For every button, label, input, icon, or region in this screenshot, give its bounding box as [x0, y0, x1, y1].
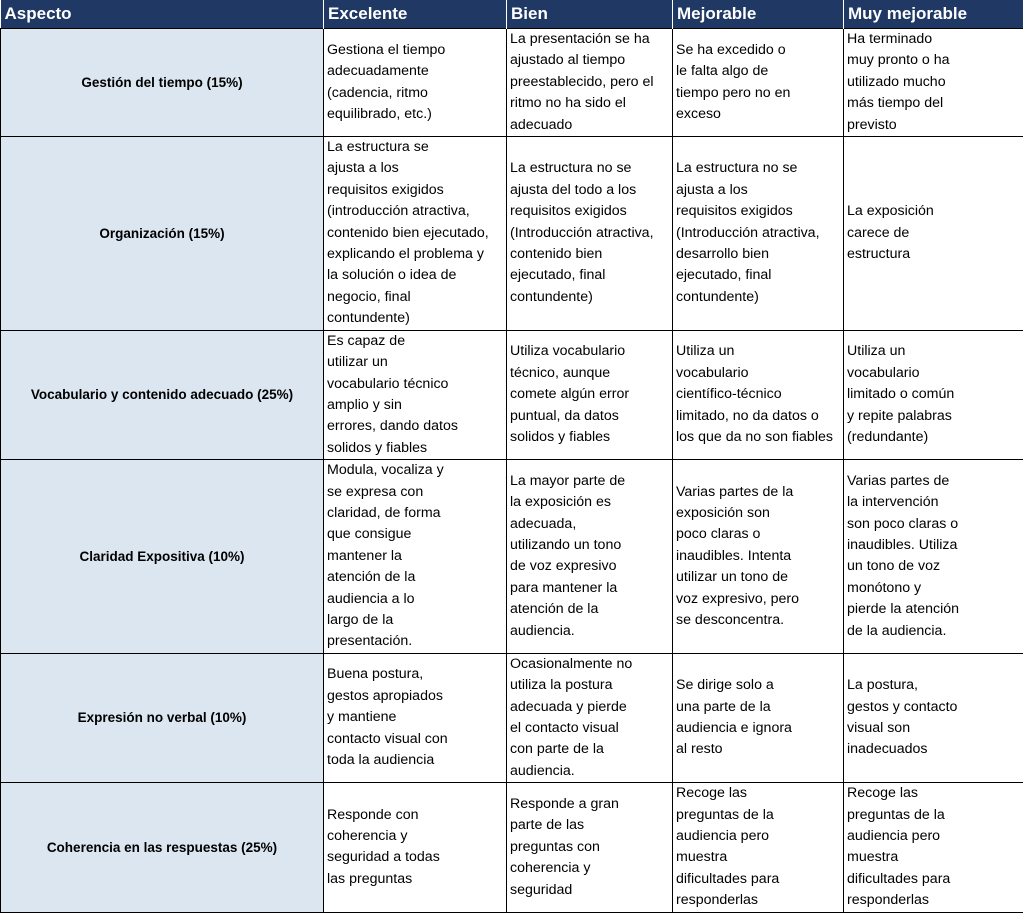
header-row [1, 0, 1023, 29]
table-row [1, 330, 1023, 459]
cell-bien: Utiliza vocabulario técnico, aunque comete algún error puntual, da datos solidos y fiables [507, 330, 673, 459]
header-aspecto: Aspecto [1, 0, 324, 29]
cell-bien: La estructura no se ajusta del todo a los requisitos exigidos (Introducción atractiva, contenido bien ejecutado, final contundente) [507, 137, 673, 331]
cell-bien: La mayor parte de la exposición es adecuada, utilizando un tono de voz expresivo para mantener la atención de la audiencia. [507, 460, 673, 654]
table-row [1, 137, 1023, 331]
cell-bien: Ocasionalmente no utiliza la postura adecuada y pierde el contacto visual con parte de la audiencia. [507, 653, 673, 782]
cell-bien: La presentación se ha ajustado al tiempo preestablecido, pero el ritmo no ha sido el adecuado [507, 29, 673, 137]
aspect-label: Gestión del tiempo (15%) [1, 29, 324, 137]
cell-excelente: Es capaz de utilizar un vocabulario técnico amplio y sin errores, dando datos solidos y fiables [324, 330, 507, 459]
cell-muy-mejorable: La exposición carece de estructura [844, 137, 1023, 331]
cell-bien: Responde a gran parte de las preguntas con coherencia y seguridad [507, 783, 673, 912]
cell-excelente: Gestiona el tiempo adecuadamente (cadencia, ritmo equilibrado, etc.) [324, 29, 507, 137]
cell-mejorable: Utiliza un vocabulario científico-técnico limitado, no da datos o los que da no son fiables [673, 330, 844, 459]
cell-muy-mejorable: La postura, gestos y contacto visual son inadecuados [844, 653, 1023, 782]
cell-excelente: Buena postura, gestos apropiados y mantiene contacto visual con toda la audiencia [324, 653, 507, 782]
cell-excelente: La estructura se ajusta a los requisitos exigidos (introducción atractiva, contenido bien ejecutado, explicando el problema y la solución o idea de negocio, final contundente) [324, 137, 507, 331]
table-row [1, 460, 1023, 654]
cell-mejorable: Se ha excedido o le falta algo de tiempo pero no en exceso [673, 29, 844, 137]
aspect-label: Organización (15%) [1, 137, 324, 331]
cell-muy-mejorable: Ha terminado muy pronto o ha utilizado mucho más tiempo del previsto [844, 29, 1023, 137]
cell-mejorable: Se dirige solo a una parte de la audiencia e ignora al resto [673, 653, 844, 782]
cell-muy-mejorable: Varias partes de la intervención son poco claras o inaudibles. Utiliza un tono de voz monótono y pierde la atención de la audiencia. [844, 460, 1023, 654]
cell-excelente: Modula, vocaliza y se expresa con claridad, de forma que consigue mantener la atención de la audiencia a lo largo de la presentación. [324, 460, 507, 654]
cell-mejorable: La estructura no se ajusta a los requisitos exigidos (Introducción atractiva, desarrollo bien ejecutado, final contundente) [673, 137, 844, 331]
cell-muy-mejorable: Utiliza un vocabulario limitado o común y repite palabras (redundante) [844, 330, 1023, 459]
header-bien: Bien [507, 0, 673, 29]
aspect-label: Claridad Expositiva (10%) [1, 460, 324, 654]
header-muy-mejorable: Muy mejorable [844, 0, 1023, 29]
header-excelente: Excelente [324, 0, 507, 29]
table-row [1, 783, 1023, 912]
aspect-label: Vocabulario y contenido adecuado (25%) [1, 330, 324, 459]
cell-muy-mejorable: Recoge las preguntas de la audiencia pero muestra dificultades para responderlas [844, 783, 1023, 912]
aspect-label: Expresión no verbal (10%) [1, 653, 324, 782]
header-mejorable: Mejorable [673, 0, 844, 29]
cell-mejorable: Varias partes de la exposición son poco claras o inaudibles. Intenta utilizar un tono de voz expresivo, pero se desconcentra. [673, 460, 844, 654]
aspect-label: Coherencia en las respuestas (25%) [1, 783, 324, 912]
cell-excelente: Responde con coherencia y seguridad a todas las preguntas [324, 783, 507, 912]
table-row [1, 653, 1023, 782]
table-row [1, 29, 1023, 137]
cell-mejorable: Recoge las preguntas de la audiencia pero muestra dificultades para responderlas [673, 783, 844, 912]
